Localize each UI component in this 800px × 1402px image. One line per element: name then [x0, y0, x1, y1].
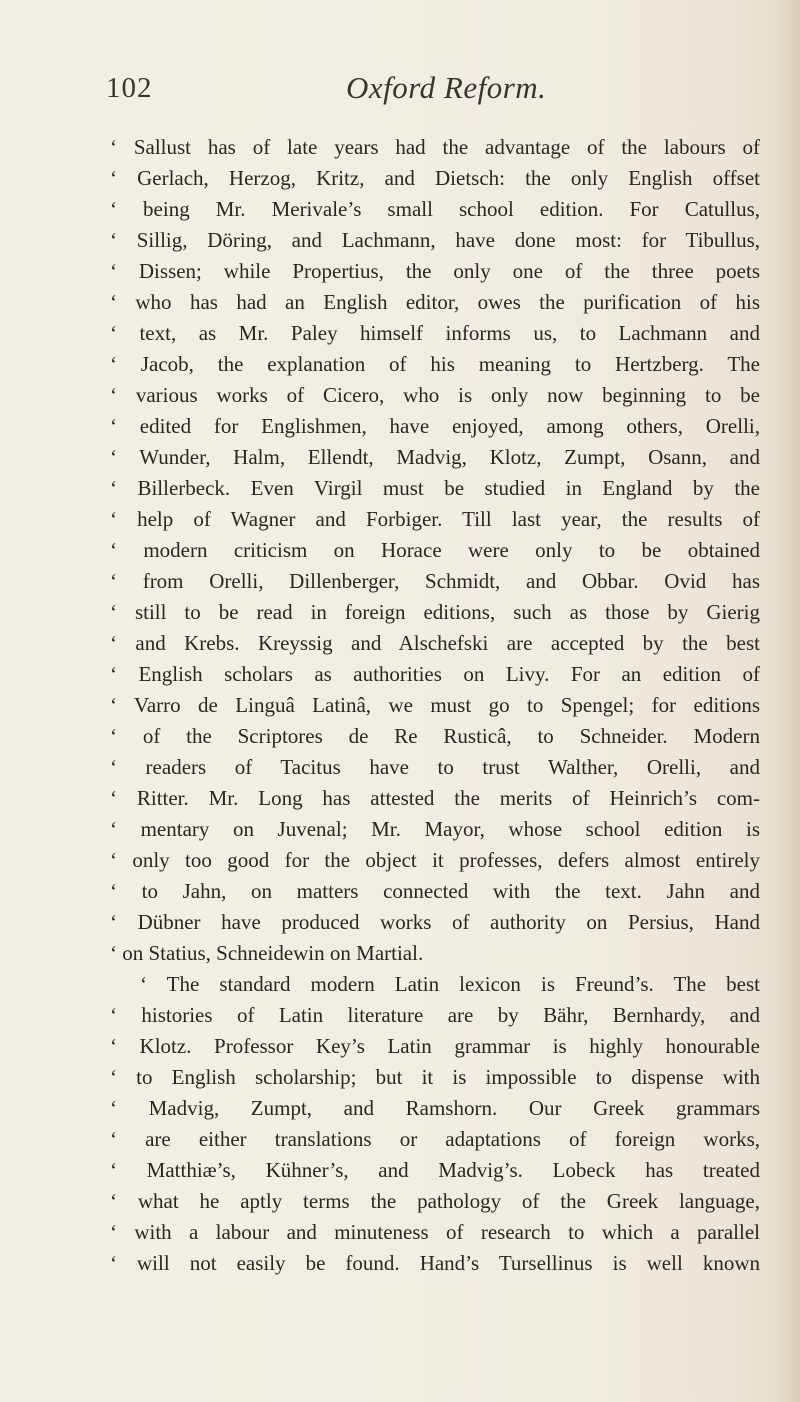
text-line: ‘ of the Scriptores de Re Rusticâ, to Schneider. Modern	[110, 724, 760, 748]
text-line: ‘ edited for Englishmen, have enjoyed, among others, Orelli,	[110, 414, 760, 438]
text-line: ‘ help of Wagner and Forbiger. Till last year, the results of	[110, 507, 760, 531]
page-header	[0, 72, 800, 122]
text-line: ‘ Matthiæ’s, Kühner’s, and Madvig’s. Lobeck has treated	[110, 1158, 760, 1182]
text-line: ‘ with a labour and minuteness of research to which a parallel	[110, 1220, 760, 1244]
text-line: ‘ Madvig, Zumpt, and Ramshorn. Our Greek grammars	[110, 1096, 760, 1120]
text-line: ‘ Sillig, Döring, and Lachmann, have done most: for Tibullus,	[110, 228, 760, 252]
text-line: ‘ Klotz. Professor Key’s Latin grammar is highly honourable	[110, 1034, 760, 1058]
text-line: ‘ mentary on Juvenal; Mr. Mayor, whose school edition is	[110, 817, 760, 841]
text-line: ‘ text, as Mr. Paley himself informs us, to Lachmann and	[110, 321, 760, 345]
text-line: ‘ who has had an English editor, owes the purification of his	[110, 290, 760, 314]
text-line: ‘ Gerlach, Herzog, Kritz, and Dietsch: the only English offset	[110, 166, 760, 190]
text-line: ‘ Dissen; while Propertius, the only one of the three poets	[110, 259, 760, 283]
text-line: ‘ histories of Latin literature are by Bähr, Bernhardy, and	[110, 1003, 760, 1027]
text-line: ‘ Dübner have produced works of authority on Persius, Hand	[110, 910, 760, 934]
text-line: ‘ modern criticism on Horace were only to be obtained	[110, 538, 760, 562]
text-line: ‘ being Mr. Merivale’s small school edition. For Catullus,	[110, 197, 760, 221]
text-line: ‘ only too good for the object it professes, defers almost entirely	[110, 848, 760, 872]
text-line: ‘ from Orelli, Dillenberger, Schmidt, and Obbar. Ovid has	[110, 569, 760, 593]
page-number: 102	[106, 72, 153, 104]
text-line: ‘ to Jahn, on matters connected with the text. Jahn and	[110, 879, 760, 903]
text-line: ‘ still to be read in foreign editions, such as those by Gierig	[110, 600, 760, 624]
text-line: ‘ on Statius, Schneidewin on Martial.	[110, 941, 424, 965]
text-line: ‘ various works of Cicero, who is only now beginning to be	[110, 383, 760, 407]
text-line: ‘ what he aptly terms the pathology of the Greek language,	[110, 1189, 760, 1213]
text-line: ‘ Billerbeck. Even Virgil must be studied in England by the	[110, 476, 760, 500]
text-line: ‘ will not easily be found. Hand’s Tursellinus is well known	[110, 1251, 760, 1275]
text-line: ‘ Wunder, Halm, Ellendt, Madvig, Klotz, Zumpt, Osann, and	[110, 445, 760, 469]
page-edge-shadow	[778, 0, 800, 1402]
text-line: ‘ Ritter. Mr. Long has attested the merits of Heinrich’s com-	[110, 786, 760, 810]
text-line: ‘ and Krebs. Kreyssig and Alschefski are accepted by the best	[110, 631, 760, 655]
body-text	[110, 132, 760, 1279]
text-line: ‘ to English scholarship; but it is impossible to dispense with	[110, 1065, 760, 1089]
text-line: ‘ Jacob, the explanation of his meaning to Hertzberg. The	[110, 352, 760, 376]
text-line: ‘ are either translations or adaptations of foreign works,	[110, 1127, 760, 1151]
text-line: ‘ Sallust has of late years had the advantage of the labours of	[110, 135, 760, 159]
running-title: Oxford Reform.	[346, 70, 547, 105]
text-line: ‘ The standard modern Latin lexicon is Freund’s. The best	[140, 972, 760, 996]
text-line: ‘ readers of Tacitus have to trust Walther, Orelli, and	[110, 755, 760, 779]
text-line: ‘ English scholars as authorities on Livy. For an edition of	[110, 662, 760, 686]
text-line: ‘ Varro de Linguâ Latinâ, we must go to Spengel; for editions	[110, 693, 760, 717]
